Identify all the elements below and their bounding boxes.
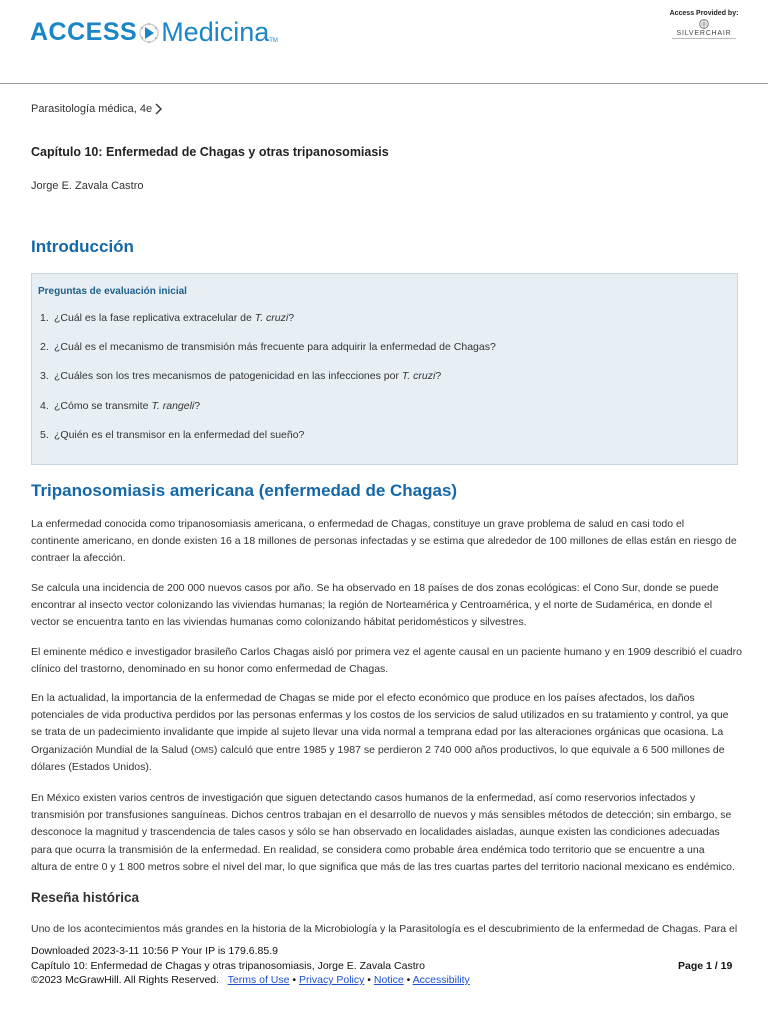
chevron-right-icon [154,103,163,115]
site-header [0,0,768,84]
provider-label: Access Provided by: [669,10,739,17]
body-paragraph-2: Se calcula una incidencia de 200 000 nuevos casos por año. Se ha observado en 18 países de dos zonas ecológicas: el Cono Sur, donde se puede encontrar al insecto vector colonizando las viviendas humanas; la región de Norteamérica y Centroamérica, y el norte de Sudamérica, en donde el vector se encuentra tanto en las viviendas humanas como colonizando hábitat peridomésticos y silvestres. [31,582,719,629]
access-medicina-logo[interactable] [30,12,278,52]
logo-medicina-text: Medicina [161,16,270,47]
section-heading-introduccion: Introducción [31,237,134,256]
accessibility-link[interactable]: Accessibility [412,974,470,986]
chapter-title: Capítulo 10: Enfermedad de Chagas y otras tripanosomiasis [31,145,389,159]
breadcrumb[interactable] [31,103,163,115]
oms-abbreviation: OMS [194,744,214,755]
privacy-policy-link[interactable]: Privacy Policy [299,974,365,986]
download-info: Downloaded 2023-3-11 10:56 P Your IP is 179.6.85.9 [31,945,278,957]
terms-of-use-link[interactable]: Terms of Use [227,974,290,986]
copyright-text: ©2023 McGrawHill. All Rights Reserved. [31,974,220,986]
notice-link[interactable]: Notice [373,974,404,986]
body-paragraph-3: El eminente médico e investigador brasileño Carlos Chagas aisló por primera vez el agente causal en un paciente humano y en 1909 describió el cuadro clínico del trastorno, denominado en su honor como enfermedad de Chagas. [31,646,742,676]
list-item: 5. ¿Quién es el transmisor en la enfermedad del sueño? [40,428,305,441]
body-paragraph-6: Uno de los acontecimientos más grandes en la historia de la Microbiología y la Parasitología es el descubrimiento de la enfermedad de Chagas. Para el [31,923,738,935]
list-item: 2. ¿Cuál es el mecanismo de transmisión más frecuente para adquirir la enfermedad de Chagas? [40,341,496,354]
body-paragraph-4: En la actualidad, la importancia de la enfermedad de Chagas se mide por el efecto económico que produce en los países afectados, los daños potenciales de vida productiva perdidos por las personas enfermas y los costos de los servicios de salud utilizados en su tratamiento y control, ya que se trata de un padecimiento invalidante que impide al sujeto llevar una vida normal a temprana edad por las alteraciones orgánicas que ocasiona. La Organización Mundial de la Salud (OMS) calculó que entre 1985 y 1987 se perdieron 2 740 000 años productivos, lo que equivale a 6 500 millones de dólares (Estados Unidos). [31,692,729,773]
assessment-question-list [40,312,496,458]
access-provider [668,10,740,40]
page-indicator: Page 1 / 19 [678,960,733,972]
legal-line: ©2023 McGrawHill. All Rights Reserved. Terms of Use • Privacy Policy • Notice • Accessibility [31,974,470,986]
list-item: 4. ¿Cómo se transmite T. rangeli? [40,399,201,412]
body-paragraph-5: En México existen varios centros de investigación que siguen detectando casos humanos de la enfermedad, así como reservorios infectados y transmisión por transfusiones sanguíneas. Dichos centros trabajan en el desarrollo de nuevos y más sensibles métodos de detección; sin embargo, se desconoce la magnitud y trascendencia de tales casos y sólo se han observado en localidades aisladas, aunque existen las condiciones adecuadas para que ocurra la transmisión de la enfermedad. En realidad, se considera como probable área endémica todo territorio que se encuentre a una altura de entre 0 y 1 800 metros sobre el nivel del mar, lo que significa que más de las tres cuartas partes del territorio nacional mexicano es endémico. [31,792,735,873]
citation-line: Capítulo 10: Enfermedad de Chagas y otras tripanosomiasis, Jorge E. Zavala Castro [31,960,425,972]
logo-trademark: TM [269,38,278,44]
body-paragraph-1: La enfermedad conocida como tripanosomiasis americana, o enfermedad de Chagas, constituye un grave problema de salud en casi todo el continente americano, en donde existen 16 a 18 millones de personas infectadas y se estima que alrededor de 100 millones de ellas están en riesgo de contraer la afección. [31,518,737,565]
breadcrumb-book-link[interactable]: Parasitología médica, 4e [31,103,153,115]
list-item: 1. ¿Cuál es la fase replicativa extracelular de T. cruzi? [40,312,295,324]
silverchair-logo-icon [699,19,709,29]
section-heading-chagas: Tripanosomiasis americana (enfermedad de Chagas) [31,481,458,500]
author-name: Jorge E. Zavala Castro [31,180,144,192]
provider-divider [672,38,736,40]
logo-arrow-icon [138,18,160,46]
download-footer [0,938,768,1024]
logo-access-text: ACCESS [30,17,138,46]
subsection-heading-resena: Reseña histórica [31,890,140,905]
initial-assessment-box [31,273,738,465]
list-item: 3. ¿Cuáles son los tres mecanismos de patogenicidad en las infecciones por T. cruzi? [40,370,442,383]
assessment-box-title: Preguntas de evaluación inicial [38,286,187,297]
provider-name: SILVERCHAIR [676,30,732,37]
